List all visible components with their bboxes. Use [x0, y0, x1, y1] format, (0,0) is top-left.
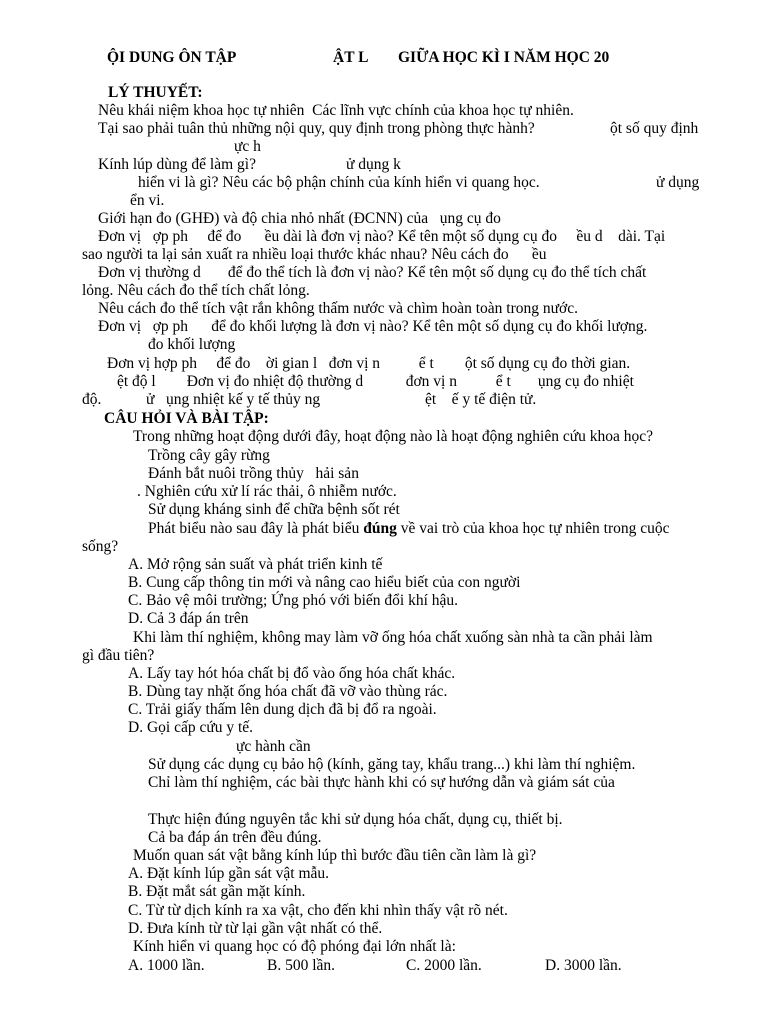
answer-option: Thực hiện đúng nguyên tắc khi sử dụng hóa chất, dụng cụ, thiết bị.	[148, 811, 563, 828]
theory-line-fragment: ử dụng	[656, 174, 700, 191]
answer-option: A. Lấy tay hót hóa chất bị đổ vào ống hóa chất khác.	[128, 665, 456, 682]
theory-line: lỏng. Nêu cách đo thể tích chất lỏng.	[82, 282, 310, 299]
answer-option: C. Bảo vệ môi trường; Ứng phó với biến đổi khí hậu.	[128, 592, 459, 609]
question-stem: Trong những hoạt động dưới đây, hoạt động nào là hoạt động nghiên cứu khoa học?	[133, 428, 653, 445]
answer-option: Trồng cây gây rừng	[148, 447, 270, 464]
answer-option: B. 500 lần.	[267, 957, 336, 974]
answer-option: D. 3000 lần.	[545, 957, 622, 974]
answer-option: . Nghiên cứu xử lí rác thải, ô nhiễm nước.	[137, 483, 397, 500]
theory-line: Giới hạn đo (GHĐ) và độ chia nhỏ nhất (ĐCNN) của ụng cụ đo	[98, 210, 501, 227]
theory-line: Đơn vị thường d để đo thể tích là đơn vị nào? Kể tên một số dụng cụ đo thể tích chất	[98, 264, 647, 281]
answer-option: B. Dùng tay nhặt ống hóa chất đã vỡ vào thùng rác.	[128, 683, 448, 700]
answer-option: B. Cung cấp thông tin mới và nâng cao hiểu biết của con người	[128, 574, 521, 591]
theory-line: hiển vi là gì? Nêu các bộ phận chính của kính hiển vi quang học.	[138, 174, 540, 191]
theory-line: Đơn vị ợp ph để đo khối lượng là đơn vị nào? Kể tên một số dụng cụ đo khối lượng.	[98, 318, 648, 335]
answer-option: C. Trải giấy thấm lên dung dịch đã bị đổ ra ngoài.	[128, 701, 437, 718]
theory-line: độ.	[82, 391, 102, 408]
theory-line: ực h	[234, 138, 261, 155]
answer-option: B. Đặt mắt sát gần mặt kính.	[128, 883, 306, 900]
question-stem-emphasis: đúng	[363, 520, 397, 537]
theory-line-fragment: ột số quy định	[610, 120, 699, 137]
question-stem-continuation: gì đầu tiên?	[82, 647, 155, 664]
question-stem-continuation: sống?	[82, 538, 119, 555]
theory-line: Đơn vị ợp ph để đo ều dài là đơn vị nào? Kể tên một số dụng cụ đo ều d dài. Tại	[98, 228, 666, 245]
theory-line: sao người ta lại sản xuất ra nhiều loại thước khác nhau? Nêu cách đo ều	[82, 246, 547, 263]
header-title-part-3: GIỮA HỌC KÌ I NĂM HỌC 20	[398, 49, 610, 66]
answer-option: Đánh bắt nuôi trồng thủy hải sản	[148, 465, 359, 482]
exercises-heading: CÂU HỎI VÀ BÀI TẬP:	[104, 410, 269, 427]
theory-line-fragment: ử ụng nhiệt kế y tế thủy ng	[146, 391, 321, 408]
theory-line: Nêu cách đo thể tích vật rắn không thấm nước và chìm hoàn toàn trong nước.	[98, 300, 578, 317]
answer-option: A. Đặt kính lúp gần sát vật mẫu.	[128, 865, 330, 882]
header-title-part-1: ỘI DUNG ÔN TẬP	[107, 49, 237, 66]
answer-option: Chỉ làm thí nghiệm, các bài thực hành khi có sự hướng dẫn và giám sát của	[148, 774, 615, 791]
theory-line: ệt độ l Đơn vị đo nhiệt độ thường d đơn vị n ể t ụng cụ đo nhiệt	[117, 373, 634, 390]
theory-line: Kính lúp dùng để làm gì?	[98, 156, 256, 173]
question-stem: Kính hiển vi quang học có độ phóng đại lớn nhất là:	[133, 938, 456, 955]
theory-line: Nêu khái niệm khoa học tự nhiên Các lĩnh vực chính của khoa học tự nhiên.	[98, 102, 574, 119]
theory-line: Đơn vị hợp ph để đo ời gian l đơn vị n ể t ột số dụng cụ đo thời gian.	[107, 355, 631, 372]
question-stem: Muốn quan sát vật bằng kính lúp thì bước đầu tiên cần làm là gì?	[133, 847, 537, 864]
answer-option: C. 2000 lần.	[406, 957, 482, 974]
answer-option: D. Đưa kính từ từ lại gần vật nhất có thể.	[128, 920, 383, 937]
answer-option: Cả ba đáp án trên đều đúng.	[148, 829, 322, 846]
question-stem: Khi làm thí nghiệm, không may làm vỡ ống hóa chất xuống sàn nhà ta cần phải làm	[133, 629, 653, 646]
theory-line-fragment: ệt ế y tế điện tử.	[425, 391, 537, 408]
theory-line: Tại sao phải tuân thủ những nội quy, quy định trong phòng thực hành?	[98, 120, 535, 137]
question-stem: ực hành cần	[236, 738, 311, 755]
theory-line: ển vi.	[130, 192, 165, 209]
header-title-part-2: ẬT L	[333, 49, 369, 66]
question-stem-text: về vai trò của khoa học tự nhiên trong cuộc	[396, 520, 670, 537]
question-stem	[148, 520, 670, 538]
question-stem-text: Phát biểu nào sau đây là phát biểu	[148, 520, 364, 537]
theory-line: đo khối lượng	[148, 336, 236, 353]
theory-line-fragment: ử dụng k	[346, 156, 401, 173]
answer-option: A. 1000 lần.	[128, 957, 205, 974]
answer-option: Sử dụng các dụng cụ bảo hộ (kính, găng tay, khẩu trang...) khi làm thí nghiệm.	[148, 756, 636, 773]
answer-option: A. Mở rộng sản suất và phát triển kinh tế	[128, 556, 383, 573]
answer-option: Sử dụng kháng sinh để chữa bệnh sốt rét	[148, 501, 400, 518]
answer-option: D. Gọi cấp cứu y tế.	[128, 719, 254, 736]
answer-option: D. Cả 3 đáp án trên	[128, 610, 249, 627]
answer-option: C. Từ từ dịch kính ra xa vật, cho đến khi nhìn thấy vật rõ nét.	[128, 902, 508, 919]
theory-heading: LÝ THUYẾT:	[108, 84, 203, 101]
